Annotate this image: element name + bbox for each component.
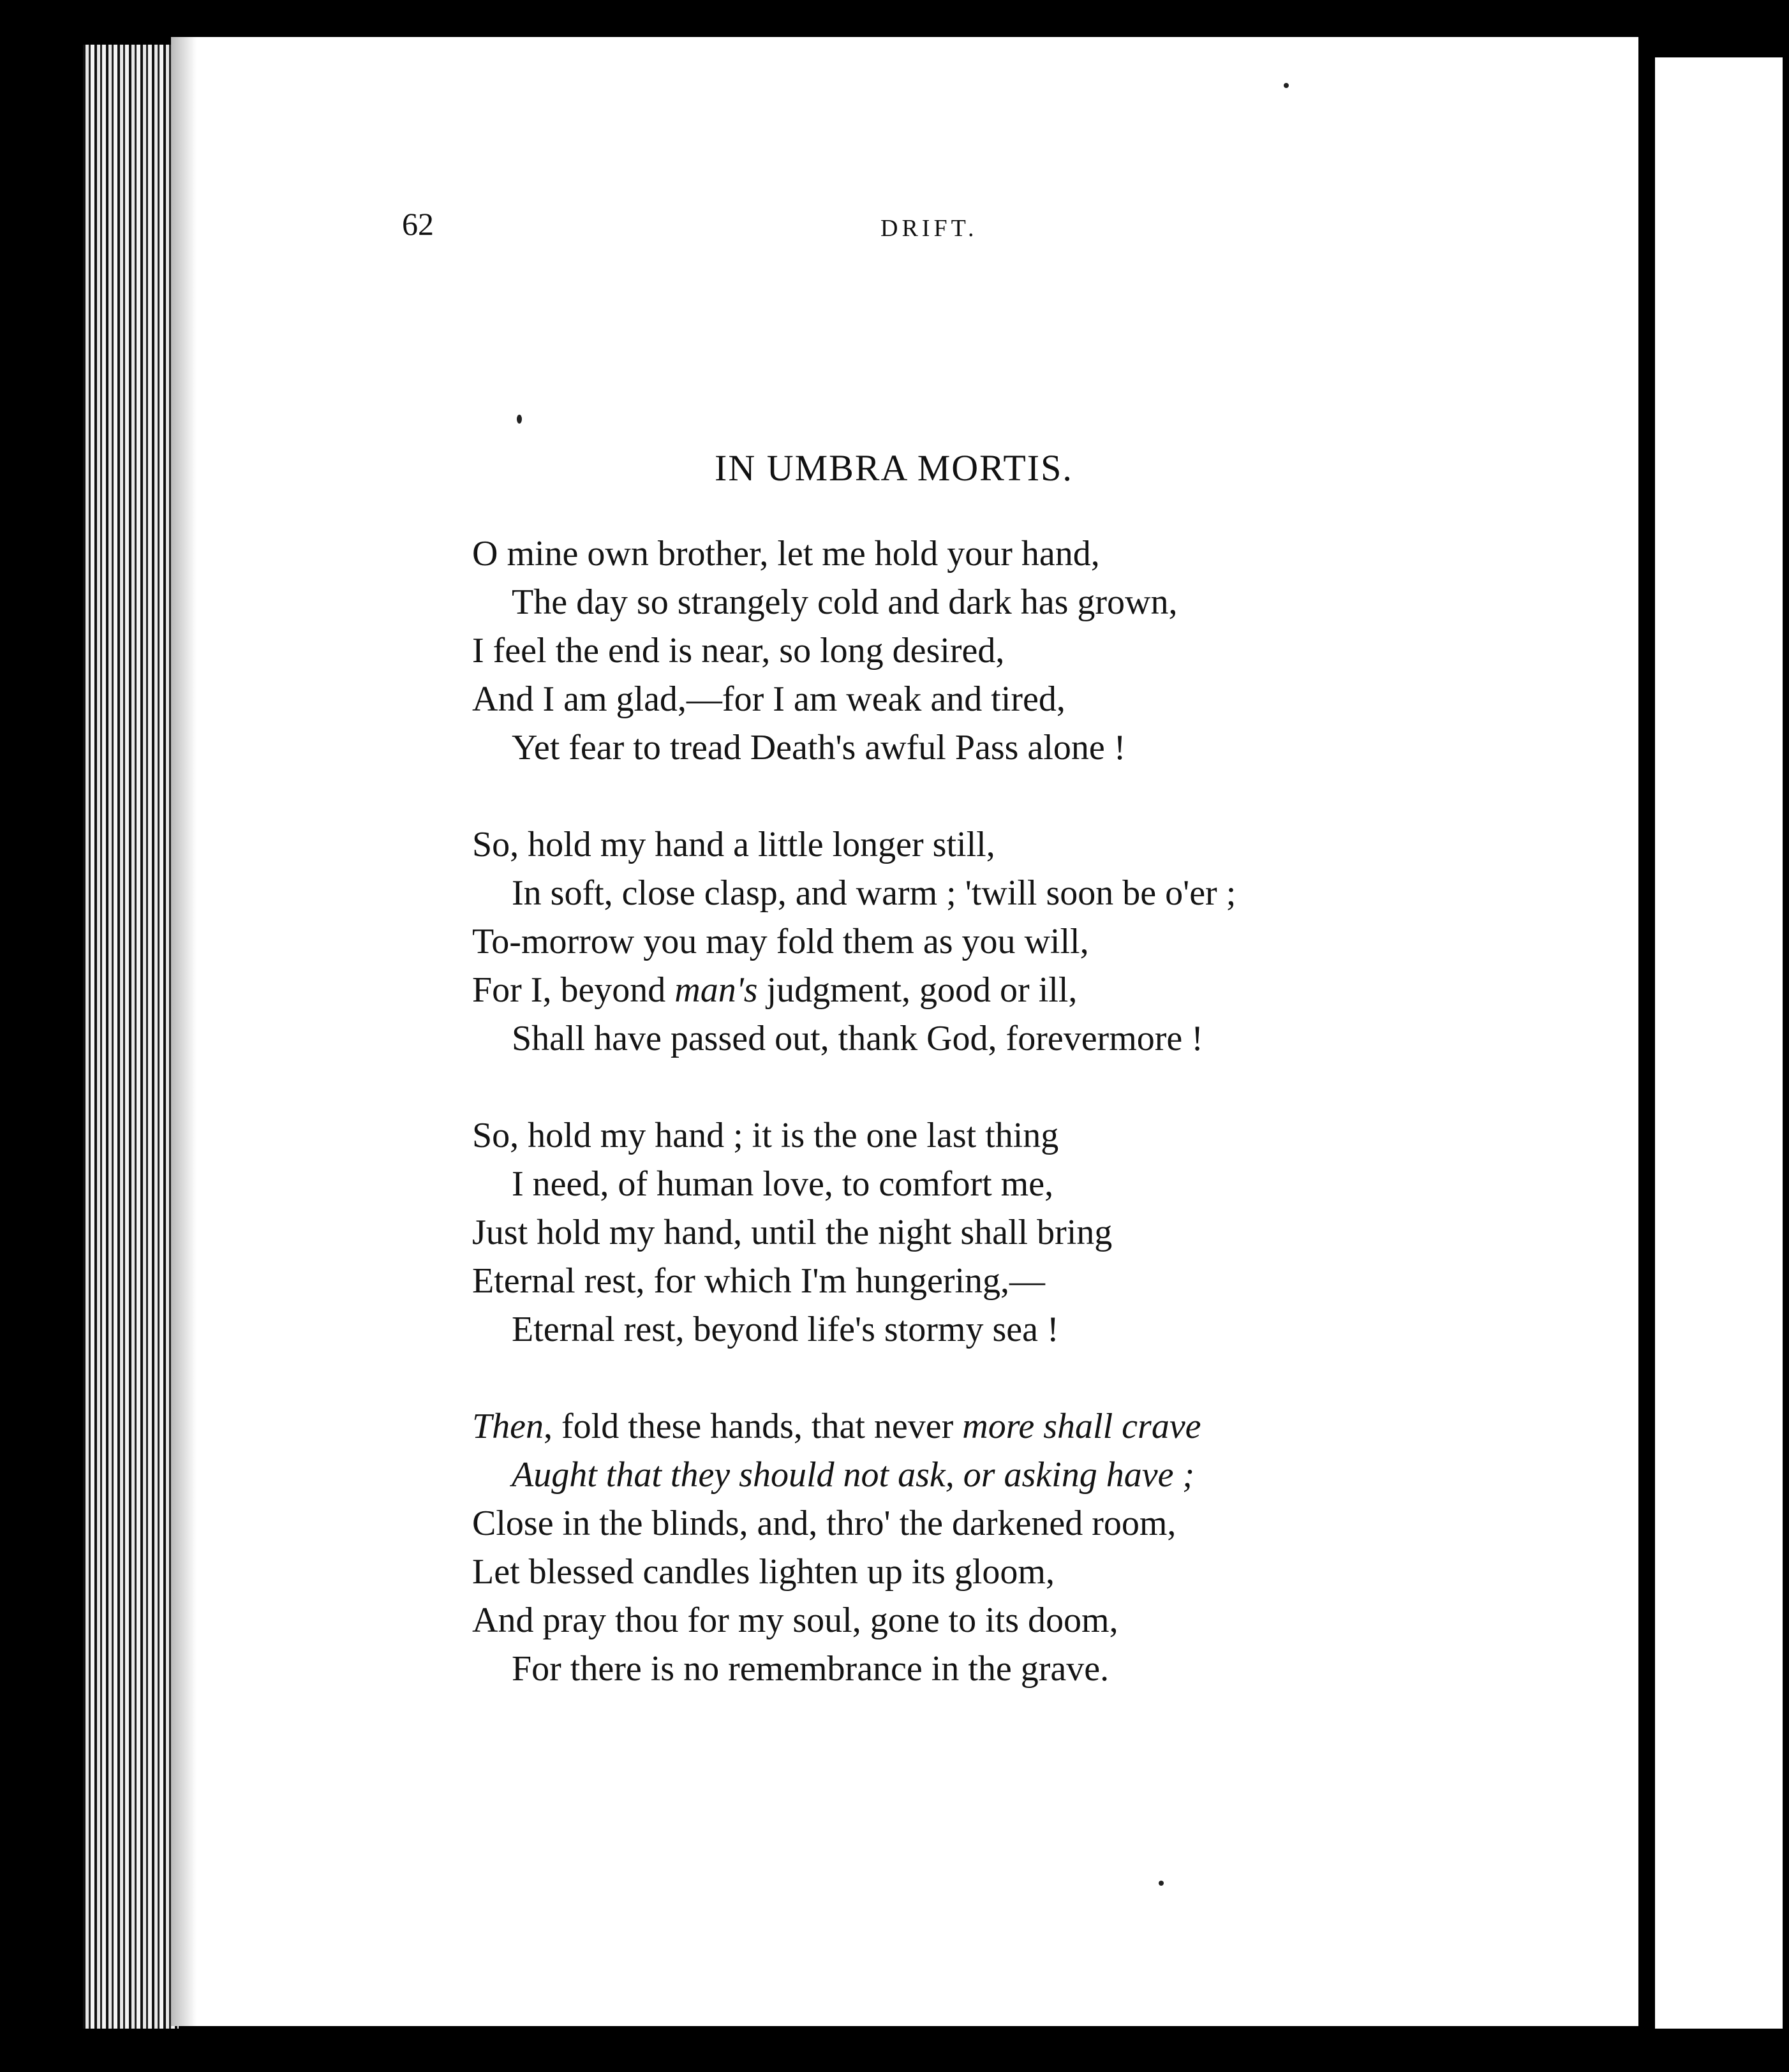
poem-line: I need, of human love, to comfort me,: [512, 1164, 1054, 1204]
poem-line: [472, 966, 1429, 1014]
stanza: [472, 1402, 1429, 1693]
spine-shadow: [171, 37, 197, 2026]
italic-phrase: more shall crave: [962, 1407, 1201, 1446]
scan-speck: [285, 893, 290, 898]
poem-line: So, hold my hand ; it is the one last thing: [472, 1116, 1059, 1155]
poem-line: Let blessed candles lighten up its gloom,: [472, 1552, 1055, 1592]
poem-line: I feel the end is near, so long desired,: [472, 631, 1005, 670]
italic-word: man's: [674, 970, 758, 1010]
poem-line: For there is no remembrance in the grave.: [512, 1649, 1110, 1689]
poem-body: [472, 529, 1429, 1742]
poem-line: To-morrow you may fold them as you will,: [472, 922, 1089, 961]
poem-line: So, hold my hand a little longer still,: [472, 825, 995, 864]
line-text: For I, beyond: [472, 970, 675, 1010]
poem-line: Eternal rest, for which I'm hungering,—: [472, 1261, 1046, 1301]
poem-line: Close in the blinds, and, thro' the darkened room,: [472, 1504, 1177, 1543]
line-text: , fold these hands, that never: [544, 1407, 963, 1446]
poem-line: In soft, close clasp, and warm ; 'twill soon be o'er ;: [512, 873, 1236, 913]
facing-page-edge: [1650, 57, 1783, 2029]
running-title: DRIFT.: [880, 215, 978, 242]
poem-line: Eternal rest, beyond life's stormy sea !: [512, 1310, 1059, 1349]
poem-line: O mine own brother, let me hold your hand,: [472, 534, 1100, 574]
stanza: [472, 1111, 1429, 1354]
scan-speck: [1284, 83, 1289, 88]
poem-line: The day so strangely cold and dark has grown,: [512, 582, 1178, 622]
poem-title: IN UMBRA MORTIS.: [715, 447, 1073, 489]
line-text: judgment, good or ill,: [757, 970, 1078, 1010]
poem-line: And I am glad,—for I am weak and tired,: [472, 679, 1065, 719]
poem-line: And pray thou for my soul, gone to its doom,: [472, 1601, 1118, 1640]
scan-speck: [1159, 1881, 1164, 1886]
italic-word: Then: [472, 1407, 544, 1446]
poem-line: Aught that they should not ask, or asking have ;: [512, 1455, 1195, 1495]
stanza: [472, 529, 1429, 772]
stanza: [472, 820, 1429, 1063]
scan-speck: [517, 415, 522, 424]
poem-line: [472, 1402, 1429, 1451]
poem-line: Shall have passed out, thank God, forevermore !: [512, 1019, 1203, 1058]
poem-line: Just hold my hand, until the night shall bring: [472, 1213, 1113, 1252]
scan-border: [0, 2030, 1789, 2072]
page-edges: [83, 45, 179, 2029]
page-number: 62: [402, 206, 434, 242]
poem-line: Yet fear to tread Death's awful Pass alone !: [512, 728, 1126, 767]
